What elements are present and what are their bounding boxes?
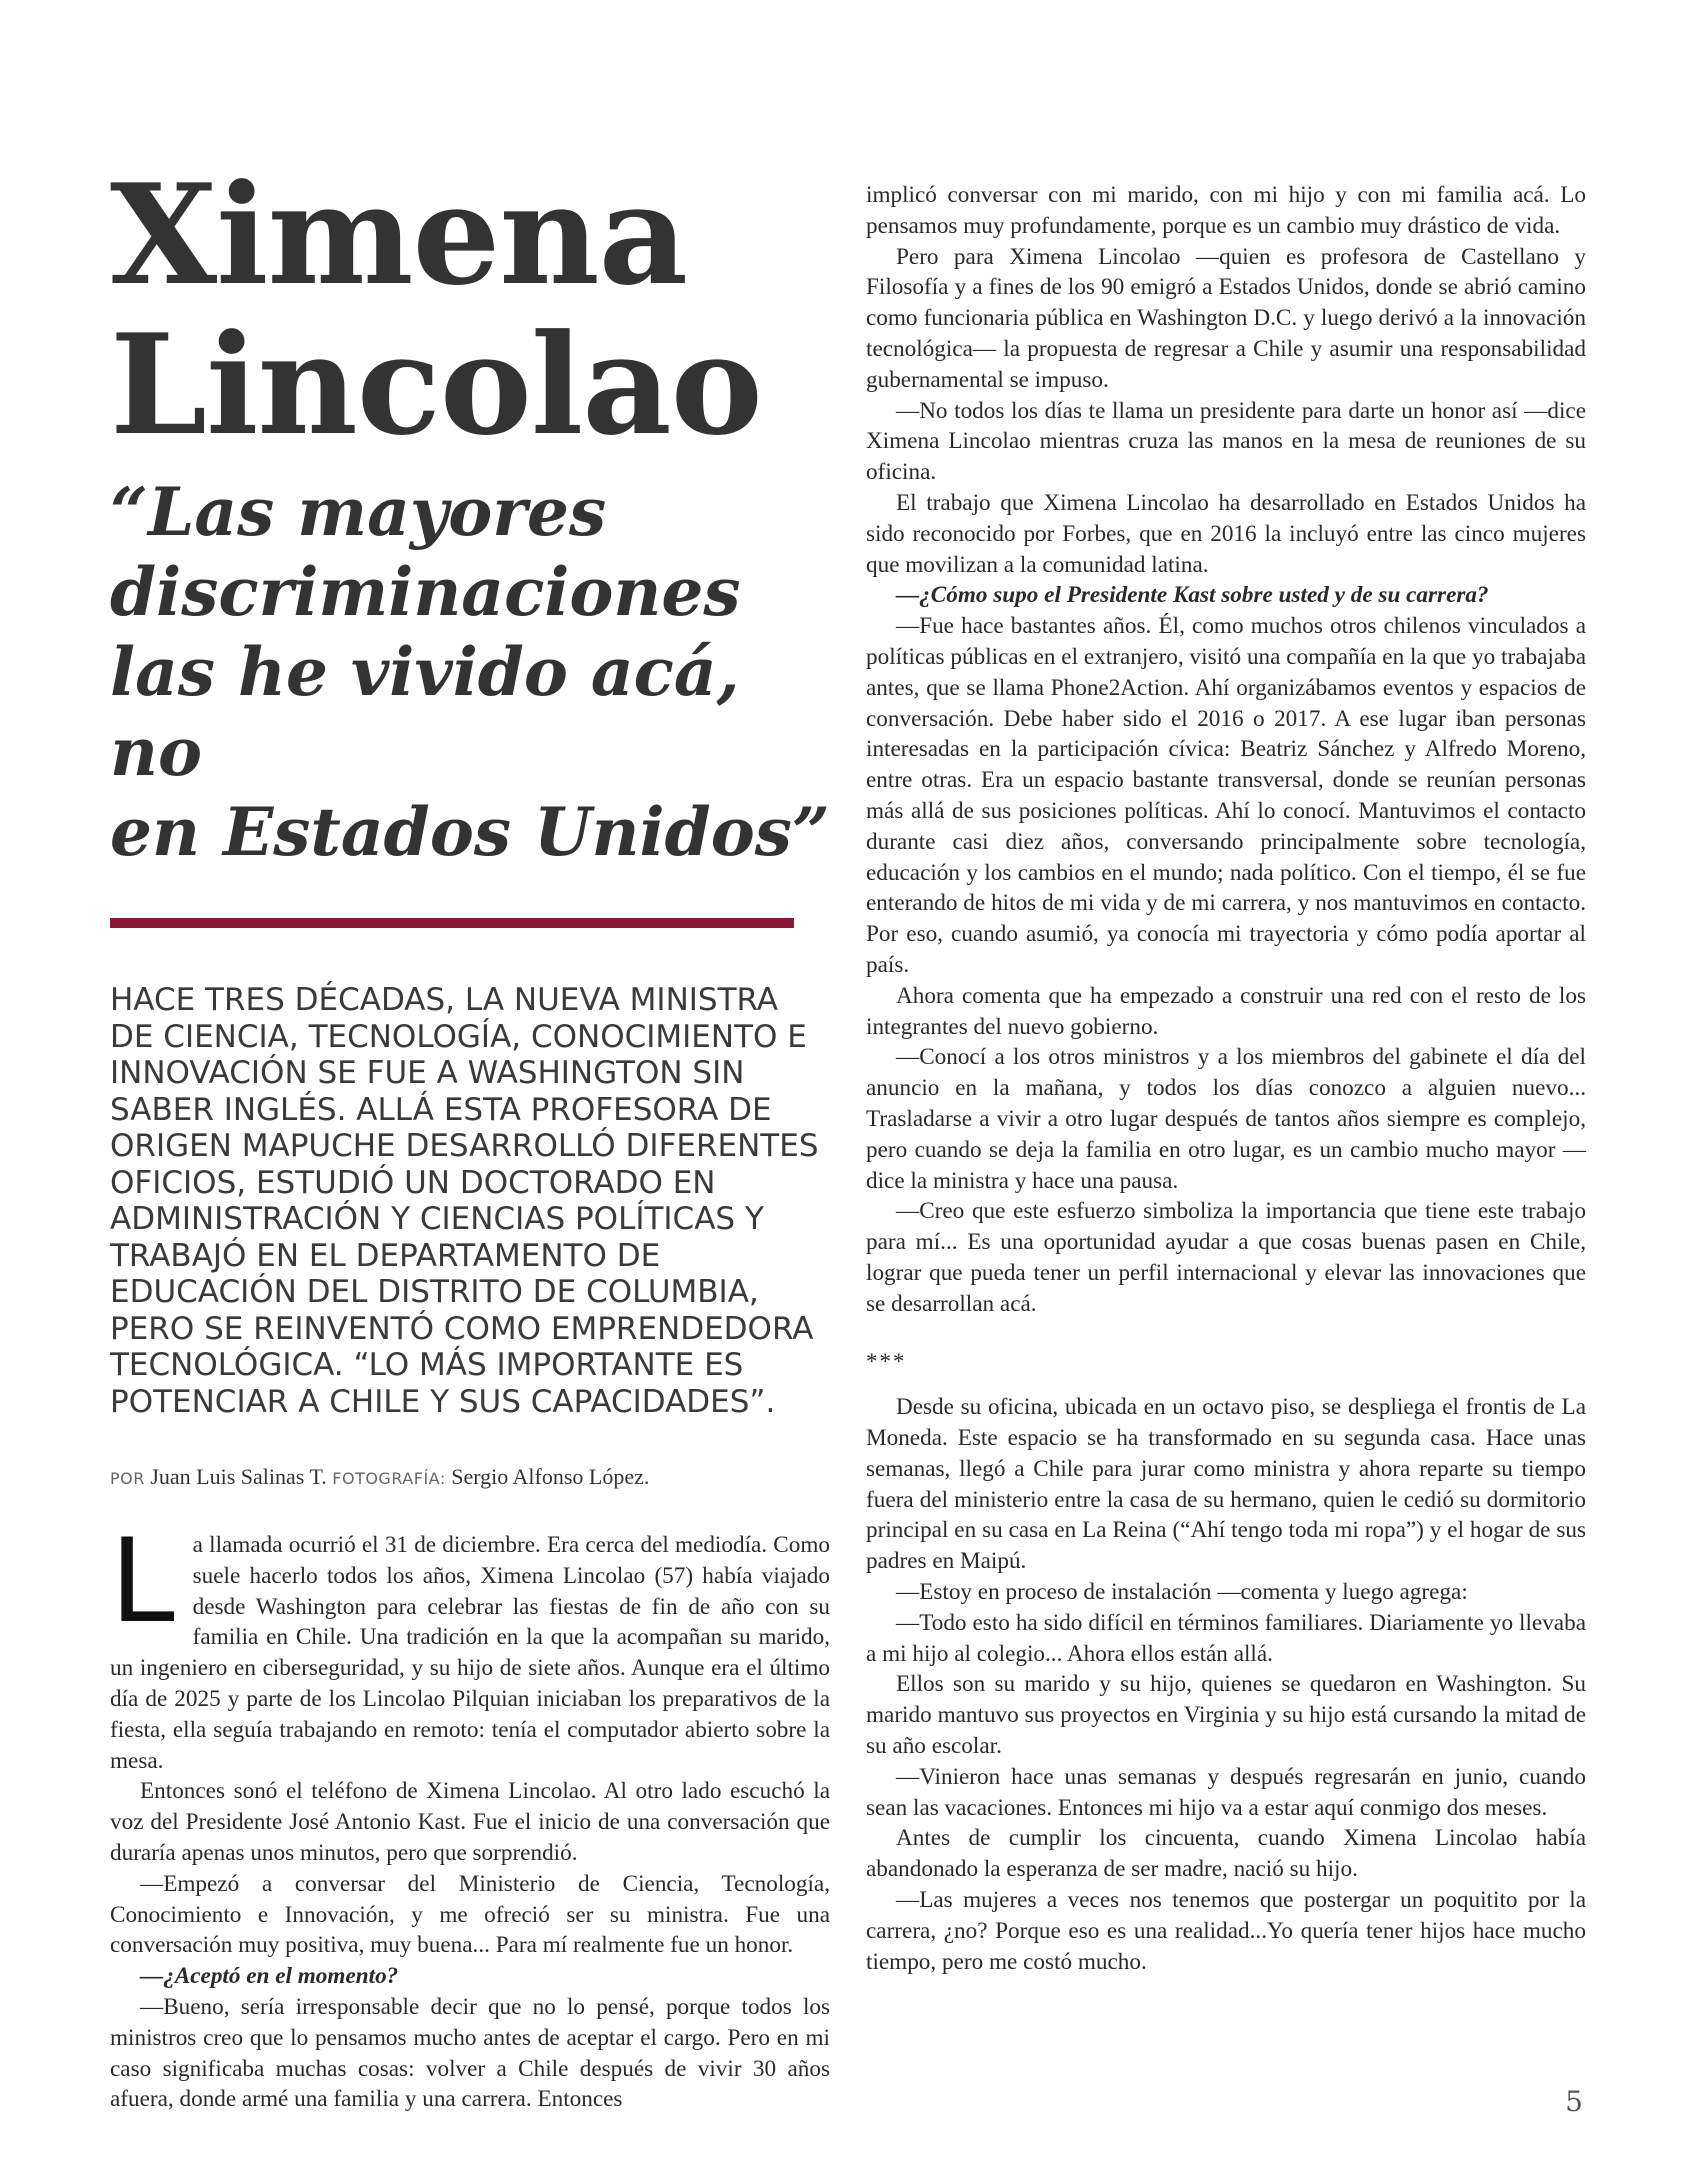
byline-por-label: POR [110,1469,145,1488]
article-paragraph: El trabajo que Ximena Lincolao ha desarrollado en Estados Unidos ha sido reconocido por Forbes, que en 2016 la incluyó entre las cinco mujeres que movilizan a la comunidad latina. [866,489,1586,578]
article-paragraph: Ellos son su marido y su hijo, quienes se quedaron en Washington. Su marido mantuvo sus proyectos en Virginia y su hijo está cursando la mitad de su año escolar. [866,1671,1586,1760]
quote-line: “Las mayores [110,473,607,551]
article-paragraph: —Bueno, sería irresponsable decir que no lo pensé, porque todos los ministros creo que lo pensamos mucho antes de aceptar el cargo. Pero en mi caso significaba muchas cosas: volver a Chile después de vivir 30 años afuera, donde armé una familia y una carrera. Entonces [110,1993,830,2113]
article-paragraph: —Estoy en proceso de instalación —comenta y luego agrega: [896,1579,1468,1606]
page-number: 5 [1565,2085,1583,2118]
article-body-left [110,1514,830,2115]
article-paragraph: Desde su oficina, ubicada en un octavo piso, se despliega el frontis de La Moneda. Este espacio se ha transformado en su segunda casa. Hace unas semanas, llegó a Chile para jurar como ministra y ahora reparte su tiempo fuera del ministerio entre la casa de su hermano, quien le cedió su dormitorio principal en su casa en La Reina (“Ahí tengo toda mi ropa”) y el hogar de sus padres en Maipú. [866,1394,1586,1575]
article-paragraph: —Las mujeres a veces nos tenemos que postergar un poquitito por la carrera, ¿no? Porque eso es una realidad...Yo quería tener hijos hace mucho tiempo, pero me costó mucho. [866,1887,1586,1975]
article-paragraph [110,1514,830,1776]
headline-first-name: Ximena [110,153,688,316]
deck-summary: HACE TRES DÉCADAS, LA NUEVA MINISTRA DE CIENCIA, TECNOLOGÍA, CONOCIMIENTO E INNOVACIÓN SE FUE A WASHINGTON SIN SABER INGLÉS. ALLÁ ESTA PROFESORA DE ORIGEN MAPUCHE DESARROLLÓ DIFERENTES OFICIOS, ESTUDIÓ UN DOCTORADO EN ADMINISTRACIÓN Y CIENCIAS POLÍTICAS Y TRABAJÓ EN EL DEPARTAMENTO DE EDUCACIÓN DEL DISTRITO DE COLUMBIA, PERO SE REINVENTÓ COMO EMPRENDEDORA TECNOLÓGICA. “LO MÁS IMPORTANTE ES POTENCIAR A CHILE Y SUS CAPACIDADES”. [110,982,819,1420]
quote-line: en Estados Unidos” [110,793,830,871]
article-paragraph: —No todos los días te llama un presidente para darte un honor así —dice Ximena Lincolao mientras cruza las manos en la mesa de reuniones de su oficina. [866,397,1586,486]
right-column [866,180,1586,1977]
drop-cap: L [110,1514,175,1649]
article-paragraph: implicó conversar con mi marido, con mi hijo y con mi familia acá. Lo pensamos muy profundamente, porque es un cambio muy drástico de vida. [866,182,1586,239]
interview-question: —¿Cómo supo el Presidente Kast sobre usted y de su carrera? [896,582,1489,609]
headline-name [110,153,830,466]
accent-rule [110,918,794,928]
article-paragraph: —Empezó a conversar del Ministerio de Ciencia, Tecnología, Conocimiento e Innovación, y me ofreció ser su ministra. Fue una conversación muy positiva, muy buena... Para mí realmente fue un honor. [110,1870,830,1959]
article-paragraph: —Vinieron hace unas semanas y después regresarán en junio, cuando sean las vacaciones. Entonces mi hijo va a estar aquí conmigo dos meses. [866,1763,1586,1821]
article-paragraph: —Todo esto ha sido difícil en términos familiares. Diariamente yo llevaba a mi hijo al colegio... Ahora ellos están allá. [866,1609,1586,1667]
article-paragraph: Antes de cumplir los cincuenta, cuando Ximena Lincolao había abandonado la esperanza de ser madre, nació su hijo. [866,1825,1586,1883]
section-separator: *** [866,1349,907,1375]
headline-quote [110,472,830,872]
article-paragraph: Entonces sonó el teléfono de Ximena Lincolao. Al otro lado escuchó la voz del Presidente José Antonio Kast. Fue el inicio de una conversación que duraría apenas unos minutos, pero que sorprendió. [110,1778,830,1866]
article-paragraph: —Conocí a los otros ministros y a los miembros del gabinete el día del anuncio en la mañana, y todos los días conozco a alguien nuevo... Trasladarse a vivir a otro lugar después de tantos años siempre es complejo, pero cuando se deja la familia en otro lugar, es un cambio mucho mayor —dice la ministra y hace una pausa. [866,1044,1586,1194]
left-column [110,153,830,2115]
interview-question: —¿Aceptó en el momento? [140,1963,399,1990]
article-body-right [866,180,1586,1977]
article-paragraph: —Fue hace bastantes años. Él, como muchos otros chilenos vinculados a políticas públicas en el extranjero, visitó una compañía en la que yo trabajaba antes, que se llama Phone2Action. Ahí organizábamos eventos y espacios de conversación. Debe haber sido el 2016 o 2017. A ese lugar iban personas interesadas en la participación cívica: Beatriz Sánchez y Alfredo Moreno, entre otras. Era un espacio bastante transversal, donde se reunían personas más allá de sus posiciones políticas. Ahí lo conocí. Mantuvimos el contacto durante casi diez años, conversando principalmente sobre tecnología, educación y los cambios en el mundo; nada político. Con el tiempo, él se fue enterando de hitos de mi vida y de mi carrera, y nos mantuvimos en contacto. Por eso, cuando asumió, ya conocía mi trayectoria y cómo podía aportar al país. [866,613,1586,978]
quote-line: las he vivido acá, no [110,633,740,791]
article-paragraph: —Creo que este esfuerzo simboliza la importancia que tiene este trabajo para mí... Es una oportunidad ayudar a que cosas buenas pasen en Chile, lograr que pueda tener un perfil internacional y elevar las innovaciones que se desarrollan acá. [866,1198,1586,1317]
quote-line: discriminaciones [110,553,741,631]
article-paragraph: Pero para Ximena Lincolao —quien es profesora de Castellano y Filosofía y a fines de los 90 emigró a Estados Unidos, donde se abrió camino como funcionaria pública en Washington D.C. y luego derivó a la innovación tecnológica— la propuesta de regresar a Chile y asumir una responsabilidad gubernamental se impuso. [866,243,1586,393]
byline-photographer: Sergio Alfonso López. [451,1464,650,1489]
paragraph-text: a llamada ocurrió el 31 de diciembre. Era cerca del mediodía. Como suele hacerlo todos los años, Ximena Lincolao (57) había viajado desde Washington para celebrar las fiestas de fin de año con su familia en Chile. Una tradición en la que la acompañan su marido, un ingeniero en ciberseguridad, y su hijo de siete años. Aunque era el último día de 2025 y parte de los Lincolao Pilquian iniciaban los preparativos de la fiesta, ella seguía trabajando en remoto: tenía el computador abierto sobre la mesa. [110,1532,830,1774]
headline-last-name: Lincolao [110,303,762,466]
byline-author: Juan Luis Salinas T. [150,1464,327,1489]
byline-photo-label: FOTOGRAFÍA: [332,1469,446,1488]
article-paragraph: Ahora comenta que ha empezado a construir una red con el resto de los integrantes del nuevo gobierno. [866,982,1586,1040]
byline [110,1464,830,1490]
